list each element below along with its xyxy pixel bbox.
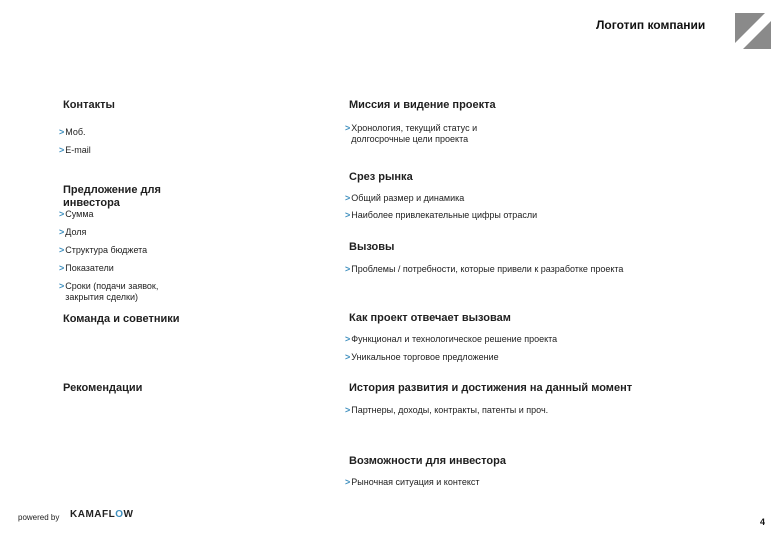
section-title-offer: Предложение для инвестора [63,184,161,209]
section-title-contacts: Контакты [63,99,115,111]
logo-title: Логотип компании [596,18,706,32]
bullet-arrow-icon: > [59,281,65,291]
section-title-challenges: Вызовы [349,241,395,253]
bullet-arrow-icon: > [59,145,65,155]
bullet-arrow-icon: > [345,264,351,274]
brand-logo: KAMAFLOW [70,509,134,520]
bullet-arrow-icon: > [59,245,65,255]
list-item: > Хронология, текущий статус и долгосрочные цели проекта [345,123,478,144]
list-item: > Рыночная ситуация и контекст [345,477,480,487]
logo-placeholder-icon [735,13,771,49]
bullet-arrow-icon: > [345,334,351,344]
list-item: > Наиболее привлекательные цифры отрасли [345,210,538,220]
page-number: 4 [760,517,766,527]
powered-by-label: powered by [18,513,60,522]
bullet-arrow-icon: > [59,209,65,219]
list-item: > Сумма [59,209,94,219]
bullet-arrow-icon: > [345,193,351,203]
list-item: > Общий размер и динамика [345,193,465,203]
section-title-team: Команда и советники [63,313,180,325]
list-item: > Сроки (подачи заявок, закрытия сделки) [59,281,159,302]
list-item: > Моб. [59,127,86,137]
section-title-market: Срез рынка [349,171,413,183]
section-title-opportunities: Возможности для инвестора [349,455,506,467]
list-item: > Уникальное торговое предложение [345,352,499,362]
bullet-arrow-icon: > [59,263,65,273]
bullet-arrow-icon: > [345,477,351,487]
brand-o-icon: O [115,509,124,520]
section-title-recommendations: Рекомендации [63,382,143,394]
list-item: > Партнеры, доходы, контракты, патенты и проч. [345,405,549,415]
list-item: > E-mail [59,145,91,155]
section-title-history: История развития и достижения на данный момент [349,382,633,394]
list-item: > Показатели [59,263,114,273]
list-item: > Функционал и технологическое решение проекта [345,334,558,344]
list-item: > Структура бюджета [59,245,148,255]
bullet-arrow-icon: > [345,405,351,415]
section-title-response: Как проект отвечает вызовам [349,312,511,324]
bullet-arrow-icon: > [345,210,351,220]
bullet-arrow-icon: > [59,227,65,237]
bullet-arrow-icon: > [345,352,351,362]
section-title-mission: Миссия и видение проекта [349,99,496,111]
list-item: > Проблемы / потребности, которые привели к разработке проекта [345,264,624,274]
list-item: > Доля [59,227,87,237]
bullet-arrow-icon: > [345,123,351,133]
bullet-arrow-icon: > [59,127,65,137]
